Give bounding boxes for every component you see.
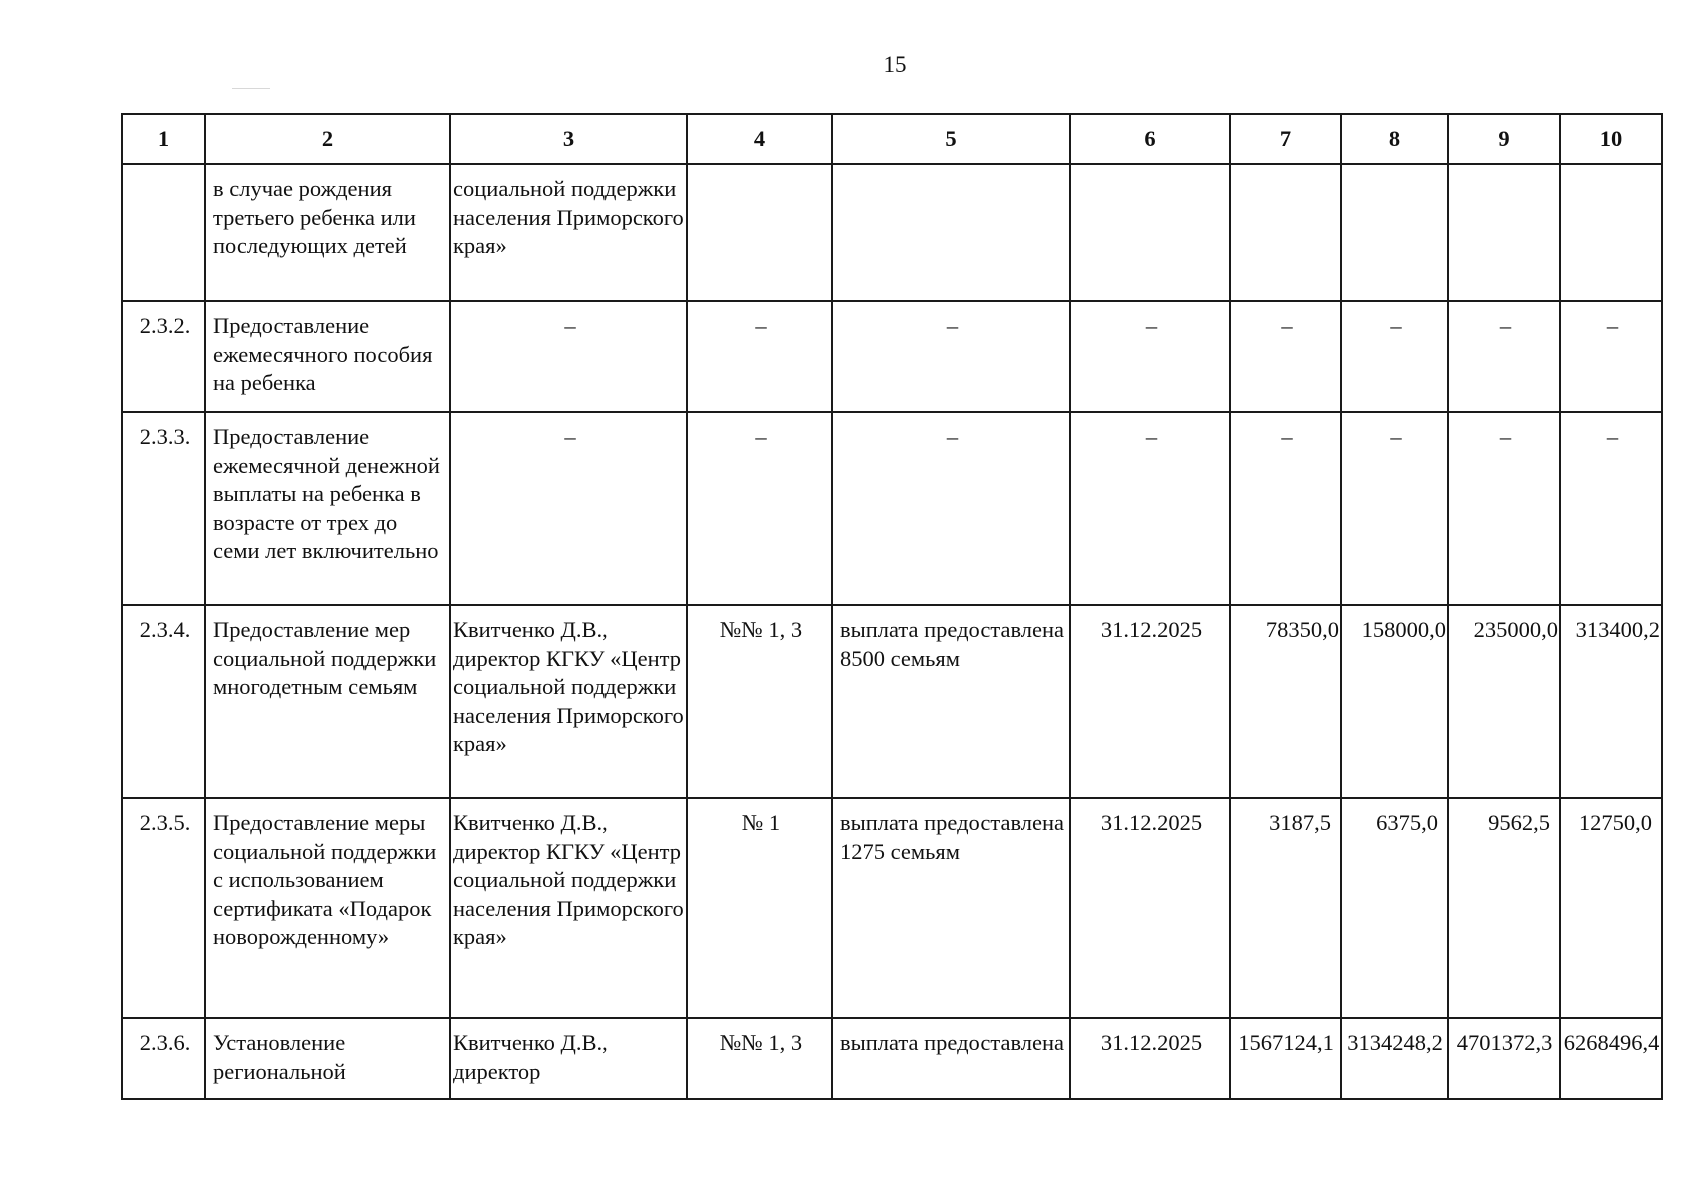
deadline-cell: 31.12.2025	[1070, 798, 1230, 1018]
result-cell: выплата предоставлена 1275 семьям	[832, 798, 1070, 1018]
result-cell: –	[832, 412, 1070, 605]
result-cell: выплата предоставлена	[832, 1018, 1070, 1099]
header-row	[122, 114, 1662, 164]
header-cell: 3	[450, 114, 687, 164]
value-cell: 9562,5	[1448, 798, 1560, 1018]
page-number: 15	[883, 52, 907, 77]
header-cell: 8	[1341, 114, 1448, 164]
scan-mark	[232, 88, 270, 89]
deadline-cell: –	[1070, 301, 1230, 412]
responsible-cell: Квитченко Д.В., директор КГКУ «Центр социальной поддержки населения Приморского края»	[450, 605, 687, 798]
value-cell: 6268496,4	[1560, 1018, 1662, 1099]
measure-name-cell: в случае рождения третьего ребенка или последующих детей	[205, 164, 450, 301]
result-cell: –	[832, 301, 1070, 412]
table-row	[122, 301, 1662, 412]
value-cell: –	[1230, 301, 1341, 412]
value-cell: 4701372,3	[1448, 1018, 1560, 1099]
header-cell: 9	[1448, 114, 1560, 164]
value-cell: –	[1560, 412, 1662, 605]
deadline-cell: 31.12.2025	[1070, 605, 1230, 798]
indicator-cell: –	[687, 301, 832, 412]
value-cell: 313400,2	[1560, 605, 1662, 798]
value-cell: –	[1560, 301, 1662, 412]
table-row	[122, 164, 1662, 301]
value-cell: 3134248,2	[1341, 1018, 1448, 1099]
header-cell: 2	[205, 114, 450, 164]
indicator-cell: №№ 1, 3	[687, 1018, 832, 1099]
header-cell: 5	[832, 114, 1070, 164]
table-row	[122, 605, 1662, 798]
indicator-cell: № 1	[687, 798, 832, 1018]
value-cell	[1230, 164, 1341, 301]
responsible-cell: Квитченко Д.В., директор КГКУ «Центр социальной поддержки населения Приморского края»	[450, 798, 687, 1018]
result-cell	[832, 164, 1070, 301]
value-cell: 3187,5	[1230, 798, 1341, 1018]
document-table	[121, 113, 1663, 1100]
deadline-cell: 31.12.2025	[1070, 1018, 1230, 1099]
value-cell	[1341, 164, 1448, 301]
responsible-cell: –	[450, 412, 687, 605]
value-cell: –	[1341, 412, 1448, 605]
header-cell: 7	[1230, 114, 1341, 164]
measure-name-cell: Предоставление ежемесячного пособия на ребенка	[205, 301, 450, 412]
table-row	[122, 412, 1662, 605]
value-cell: 78350,0	[1230, 605, 1341, 798]
row-number-cell	[122, 164, 205, 301]
value-cell	[1560, 164, 1662, 301]
value-cell: –	[1448, 412, 1560, 605]
row-number-cell: 2.3.2.	[122, 301, 205, 412]
row-number-cell: 2.3.4.	[122, 605, 205, 798]
header-cell: 6	[1070, 114, 1230, 164]
measure-name-cell: Предоставление мер социальной поддержки многодетным семьям	[205, 605, 450, 798]
deadline-cell: –	[1070, 412, 1230, 605]
header-cell: 1	[122, 114, 205, 164]
value-cell: 6375,0	[1341, 798, 1448, 1018]
value-cell: –	[1341, 301, 1448, 412]
responsible-cell: социальной поддержки населения Приморского края»	[450, 164, 687, 301]
value-cell	[1448, 164, 1560, 301]
value-cell: 158000,0	[1341, 605, 1448, 798]
table-row	[122, 1018, 1662, 1099]
indicator-cell: №№ 1, 3	[687, 605, 832, 798]
value-cell: 1567124,1	[1230, 1018, 1341, 1099]
header-cell: 4	[687, 114, 832, 164]
row-number-cell: 2.3.3.	[122, 412, 205, 605]
measure-name-cell: Установление региональной	[205, 1018, 450, 1099]
responsible-cell: Квитченко Д.В., директор	[450, 1018, 687, 1099]
indicator-cell	[687, 164, 832, 301]
measure-name-cell: Предоставление ежемесячной денежной выплаты на ребенка в возрасте от трех до семи лет включительно	[205, 412, 450, 605]
row-number-cell: 2.3.6.	[122, 1018, 205, 1099]
value-cell: 235000,0	[1448, 605, 1560, 798]
value-cell: –	[1448, 301, 1560, 412]
value-cell: –	[1230, 412, 1341, 605]
value-cell: 12750,0	[1560, 798, 1662, 1018]
table-row	[122, 798, 1662, 1018]
result-cell: выплата предоставлена 8500 семьям	[832, 605, 1070, 798]
responsible-cell: –	[450, 301, 687, 412]
deadline-cell	[1070, 164, 1230, 301]
header-cell: 10	[1560, 114, 1662, 164]
measure-name-cell: Предоставление меры социальной поддержки с использованием сертификата «Подарок новорожденному»	[205, 798, 450, 1018]
row-number-cell: 2.3.5.	[122, 798, 205, 1018]
indicator-cell: –	[687, 412, 832, 605]
